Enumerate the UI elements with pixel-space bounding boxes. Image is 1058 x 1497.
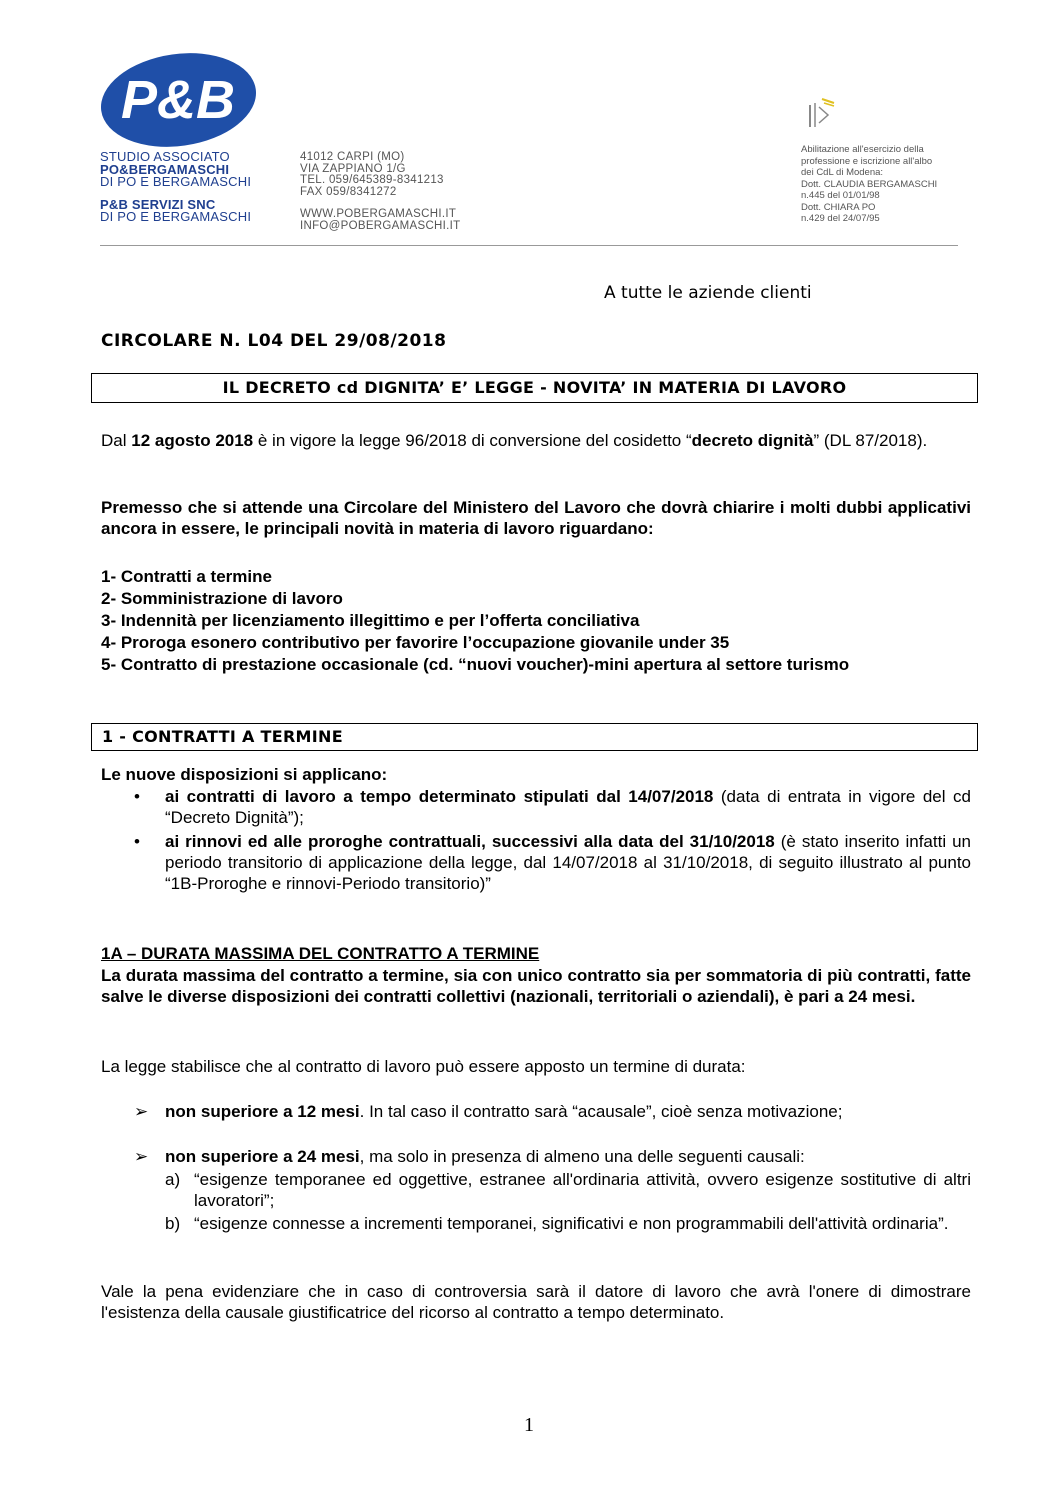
closing-paragraph: Vale la pena evidenziare che in caso di controversia sarà il datore di lavoro che avrà l'onere di dimostrare l'esistenza della causale giustificatrice del ricorso al contratto a tempo determinato. [101, 1282, 971, 1322]
intro-text: ” (DL 87/2018). [813, 431, 928, 450]
firm-line-2: PO&BERGAMASCHI [100, 161, 230, 177]
max-duration-paragraph: La durata massima del contratto a termine, sia con unico contratto sia per sommatoria di più contratti, fatte salve le diverse disposizioni dei contratti collettivi (nazionali, territoriali o aziendali), è pari a 24 mesi. [101, 966, 971, 1006]
servizi-line-2: DI PO E BERGAMASCHI [100, 209, 252, 224]
arrow-bullet-icon: ➢ [134, 1102, 149, 1121]
section-heading-1: 1 - CONTRATTI A TERMINE [91, 723, 978, 751]
servizi-line-1: P&B SERVIZI SNC [100, 196, 216, 212]
section-heading-1a-text: 1A – DURATA MASSIMA DEL CONTRATTO A TERMINE [101, 944, 540, 963]
page-number: 1 [524, 1414, 534, 1436]
bullet-text: (è stato inserito infatti un periodo transitorio di applicazione della legge, dal 14/07/2018 al 31/10/2018, di seguito illustrato al punto “1B-Proroghe e rinnovi-Periodo transitorio)” [165, 832, 971, 893]
arrow-text: , ma solo in presenza di almeno una delle seguenti causali: [359, 1147, 805, 1166]
arrow-item [101, 1101, 971, 1122]
fax-line: FAX 059/8341272 [300, 185, 397, 198]
intro-paragraph [101, 430, 971, 451]
cdl-line-2: professione e iscrizione all'albo [801, 155, 933, 167]
sub-item-a [165, 1169, 971, 1211]
cdl-line-7: n.429 del 24/07/95 [801, 213, 880, 224]
cdl-line-4: Dott. CLAUDIA BERGAMASCHI [801, 178, 938, 190]
firm-name-block [100, 151, 251, 224]
premise-paragraph: Premesso che si attende una Circolare del Ministero del Lavoro che dovrà chiarire i molti dubbi applicativi ancora in essere, le principali novità in materia di lavoro riguardano: [101, 498, 971, 538]
bullet-bold-text: ai rinnovi ed alle proroghe contrattuali, successivi alla data del 31/10/2018 [165, 832, 775, 851]
topic-item: 3- Indennità per licenziamento illegittimo e per l’offerta conciliativa [101, 611, 640, 630]
cdl-line-6: Dott. CHIARA PO [801, 201, 876, 213]
cdl-line-1: Abilitazione all'esercizio della [801, 144, 924, 155]
arrow-bold-text: non superiore a 24 mesi [165, 1147, 360, 1166]
arrow-bold-text: non superiore a 12 mesi [165, 1102, 360, 1121]
circular-number: CIRCOLARE N. L04 DEL 29/08/2018 [101, 331, 447, 351]
section-heading-1a [101, 943, 971, 964]
bullet-item [101, 786, 971, 828]
sub-item-marker: b) [165, 1214, 181, 1233]
intro-text: è in vigore la legge 96/2018 di conversione del cosidetto “ [253, 431, 692, 450]
topic-item: 2- Somministrazione di lavoro [101, 589, 343, 608]
sub-item-marker: a) [165, 1170, 181, 1189]
address-line-2: VIA ZAPPIANO 1/G [300, 162, 406, 175]
topic-item: 4- Proroga esonero contributivo per favorire l’occupazione giovanile under 35 [101, 633, 730, 652]
cdl-line-5: n.445 del 01/01/98 [801, 190, 880, 201]
sub-item-b [165, 1213, 971, 1234]
logo-text: P&B [120, 70, 236, 130]
document-title: IL DECRETO cd DIGNITA’ E’ LEGGE - NOVITA’ IN MATERIA DI LAVORO [91, 373, 978, 403]
bullet-icon: • [134, 832, 140, 851]
cdl-line-3: dei CdL di Modena: [801, 167, 884, 178]
sub-item-text: “esigenze connesse a incrementi temporanei, significativi e non programmabili dell'attività ordinaria”. [194, 1214, 949, 1233]
firm-line-3: DI PO E BERGAMASCHI [100, 174, 252, 189]
sub-item-text: “esigenze temporanee ed oggettive, estranee all'ordinaria attività, ovvero esigenze sostitutive di altri lavoratori”; [194, 1170, 971, 1210]
bullet-text: (data di entrata in vigore del cd “Decreto Dignità”); [165, 787, 971, 827]
section1-lead: Le nuove disposizioni si applicano: [101, 765, 388, 784]
arrow-item [101, 1146, 971, 1167]
bullet-bold-text: ai contratti di lavoro a tempo determinato stipulati dal 14/07/2018 [165, 787, 714, 806]
intro-decree-name: decreto dignità [691, 431, 814, 450]
topics-list [101, 566, 849, 676]
header-divider [100, 245, 958, 246]
cdl-emblem-icon [806, 97, 836, 133]
email-line: INFO@POBERGAMASCHI.IT [300, 219, 461, 232]
website-line: WWW.POBERGAMASCHI.IT [300, 208, 457, 220]
firm-line-1: STUDIO ASSOCIATO [100, 149, 230, 164]
phone-line: TEL. 059/645389-8341213 [300, 174, 444, 186]
topic-item: 5- Contratto di prestazione occasionale (cd. “nuovi voucher)-mini apertura al settore turismo [101, 655, 850, 674]
intro-date: 12 agosto 2018 [131, 431, 254, 450]
intro-text: Dal [101, 431, 132, 450]
arrow-text: . In tal caso il contratto sarà “acausale”, cioè senza motivazione; [359, 1102, 843, 1121]
topic-item: 1- Contratti a termine [101, 567, 272, 586]
bullet-item [101, 831, 971, 894]
term-paragraph: La legge stabilisce che al contratto di lavoro può essere apposto un termine di durata: [101, 1057, 746, 1076]
cdl-registration-block [801, 144, 937, 225]
address-line-1: 41012 CARPI (MO) [300, 151, 405, 163]
arrow-bullet-icon: ➢ [134, 1147, 149, 1166]
company-logo [99, 52, 258, 148]
contact-block [300, 152, 460, 232]
recipient-line: A tutte le aziende clienti [604, 283, 812, 303]
bullet-icon: • [134, 787, 140, 806]
